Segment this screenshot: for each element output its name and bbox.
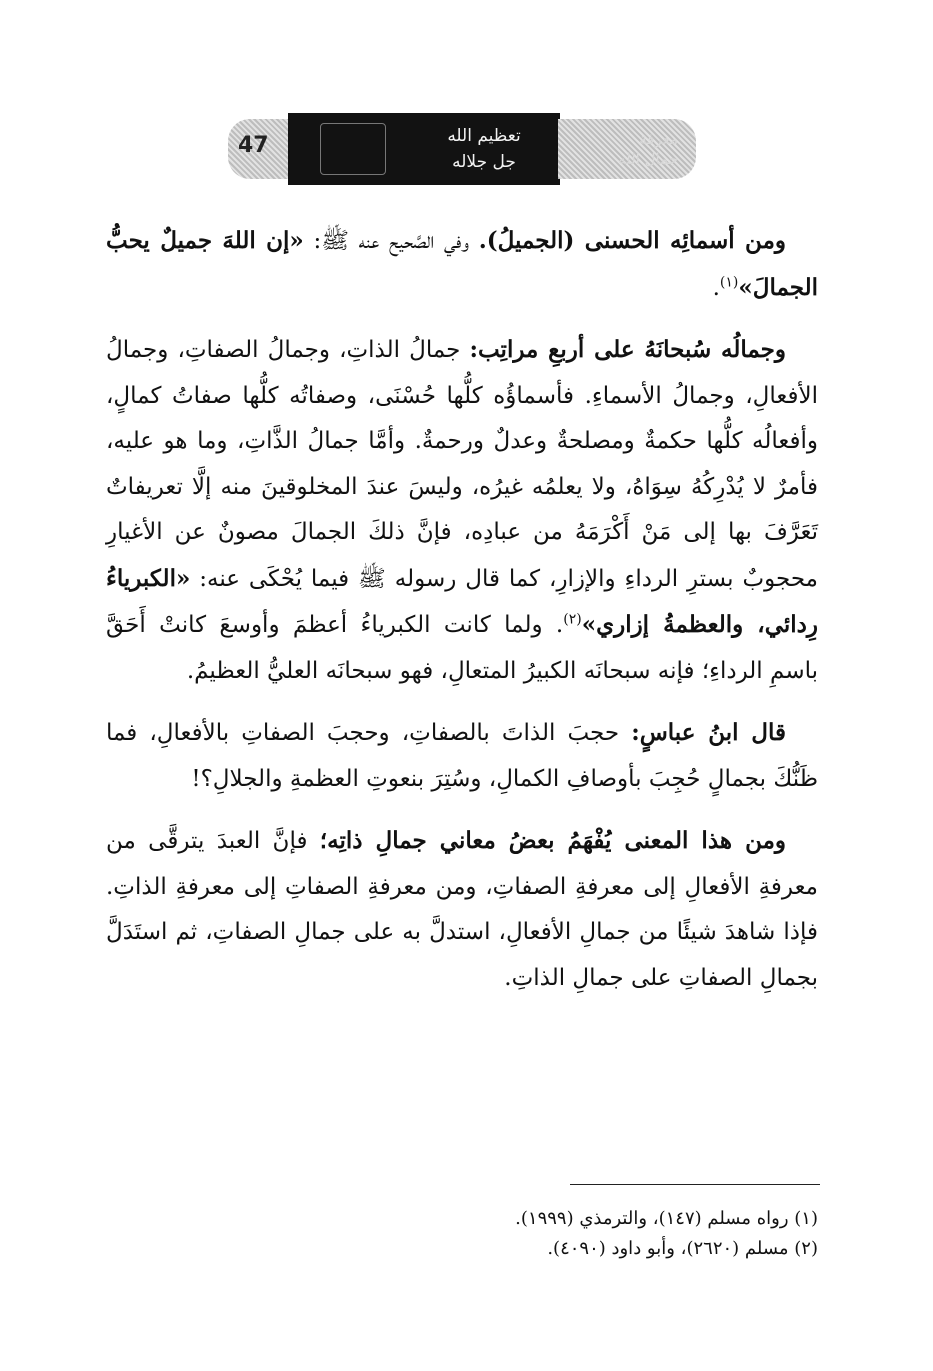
paragraph-2-lead: وجمالُه سُبحانَهُ على أربعِ مراتِب:	[469, 336, 787, 363]
paragraph-3-lead: قال ابنُ عباسٍ:	[631, 719, 786, 746]
section-title-ghost	[618, 129, 678, 169]
section-title-line1: معرفة	[639, 130, 678, 148]
paragraph-4-lead: ومن هذا المعنى يُفْهَمُ بعضُ معاني جمالِ ذاتِه؛	[319, 827, 786, 854]
paragraph-4	[106, 818, 818, 1001]
footnotes	[360, 1204, 818, 1264]
paragraph-2	[106, 327, 818, 694]
page-number: 47	[238, 133, 269, 158]
paragraph-3	[106, 710, 818, 802]
emblem-frame	[320, 123, 386, 175]
paragraph-1-text: وفي الصَّحيح عنه ﷺ:	[303, 228, 479, 254]
paragraph-1-tail: .	[712, 274, 720, 301]
footnote-ref-2[interactable]: (٢)	[563, 611, 582, 628]
hadith-quote-1: «إن اللهَ جميلٌ يحبُّ الجمالَ»	[106, 227, 818, 301]
paragraph-3-text: حجبَ الذاتَ بالصفاتِ، وحجبَ الصفاتِ بالأفعالِ، فما ظَنُّكَ بجمالٍ حُجِبَ بأوصافِ الكمالِ، وسُتِرَ بنعوتِ العظمةِ والجلالِ؟!	[106, 720, 818, 792]
footnote-2: (٢) مسلم (٢٦٢٠)، وأبو داود (٤٠٩٠).	[547, 1238, 818, 1259]
section-title-line2: جمال الله	[618, 150, 678, 168]
paragraph-2-tail: . ولما كانت الكبرياءُ أعظمَ وأوسعَ كانتْ أَحَقَّ باسمِ الرداءِ؛ فإنه سبحانَه الكبيرُ المتعالِ، فهو سبحانَه العليُّ العظيمُ.	[106, 612, 818, 684]
allah-calligraphy-emblem	[298, 119, 408, 179]
paragraph-2-text: جمالُ الذاتِ، وجمالُ الصفاتِ، وجمالُ الأفعالِ، وجمالُ الأسماءِ. فأسماؤُه كلُّها حُسْنَى، وصفاتُه كلُّها صفاتُ كمالٍ، وأفعالُه كلُّها حكمةٌ ومصلحةٌ وعدلٌ ورحمةٌ. وأمَّا جمالُ الذَّاتِ، وما هو عليه، فأمرٌ لا يُدْرِكُهُ سِوَاهُ، ولا يعلمُه غيرُه، وليسَ عندَ المخلوقينَ منه إلَّا تعريفاتٌ تَعَرَّفَ بها إلى مَنْ أَكْرَمَهُ من عبادِه، فإنَّ ذلكَ الجمالَ مصونٌ عن الأغيارِ محجوبٌ بسترِ الرداءِ والإزارِ، كما قال رسوله ﷺ فيما يُحْكَى عنه:	[106, 337, 818, 592]
header-title-panel	[288, 113, 560, 185]
page-header	[228, 113, 696, 185]
paragraph-4-text: فإنَّ العبدَ يترقَّى من معرفةِ الأفعالِ إلى معرفةِ الصفاتِ، ومن معرفةِ الصفاتِ إلى معرفةِ الذاتِ. فإذا شاهدَ شيئًا من جمالِ الأفعالِ، استدلَّ به على جمالِ الصفاتِ، ثم استَدَلَّ بجمالِ الصفاتِ على جمالِ الذاتِ.	[106, 828, 818, 991]
footnote-1: (١) رواه مسلم (١٤٧)، والترمذي (١٩٩٩).	[515, 1208, 818, 1229]
book-title-line1: تعظيم الله	[447, 126, 521, 146]
header-right-panel	[558, 119, 696, 179]
footnote-divider	[570, 1184, 820, 1185]
paragraph-1-lead: ومن أسمائِه الحسنى (الجميلُ).	[478, 227, 786, 254]
body-text	[106, 218, 818, 1001]
paragraph-1	[106, 218, 818, 311]
footnote-ref-1[interactable]: (١)	[719, 273, 739, 290]
hadith-quote-2: «الكبرياءُ رِدائي، والعظمةُ إزاري»	[106, 564, 818, 638]
book-title-line2: جل جلاله	[452, 152, 516, 172]
header-left-panel	[228, 119, 288, 179]
book-title	[424, 123, 544, 175]
